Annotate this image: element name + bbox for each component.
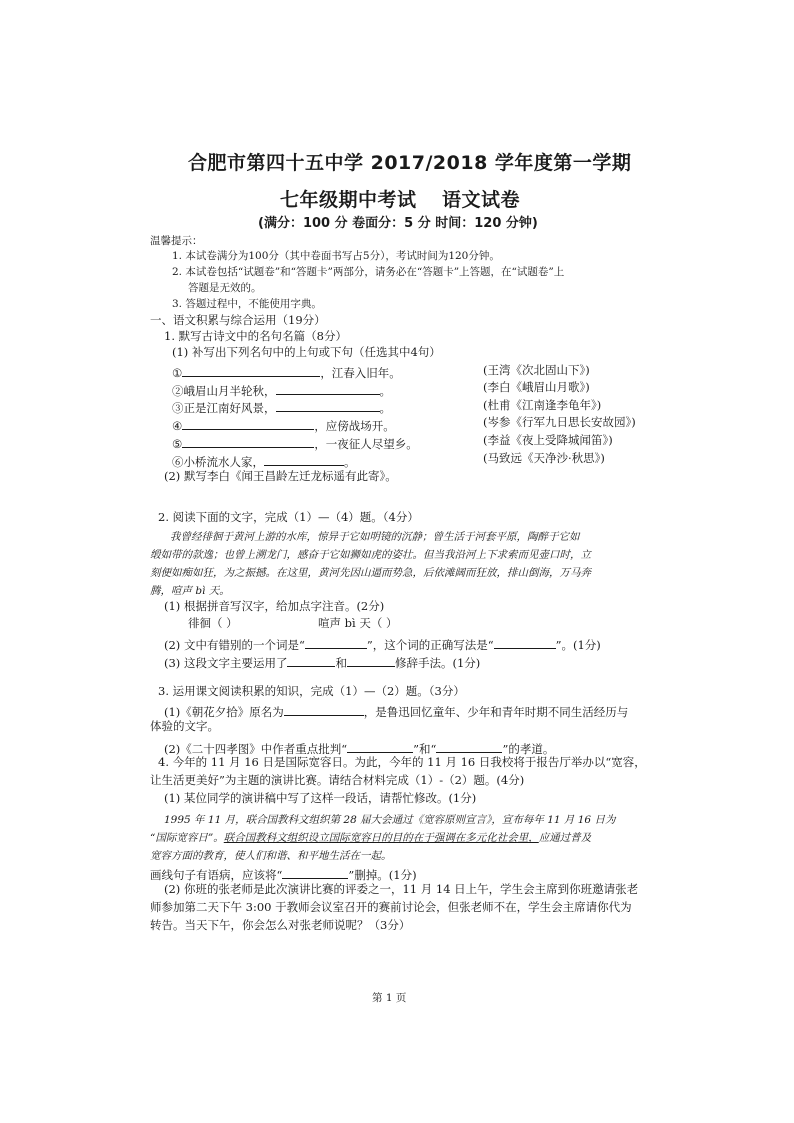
poem-source: (李益《夜上受降城闻笛》) — [483, 433, 613, 447]
passage-line: 缎如带的款逸；也曾上溯龙门，感奋于它如狮如虎的姿壮。但当我沿河上下求索而见壶口时，立 — [150, 549, 591, 561]
question-4-1: (1) 某位同学的演讲稿中写了这样一段话，请帮忙修改。(1分) — [164, 791, 477, 805]
section-heading: 一、语文积累与综合运用（19分） — [150, 313, 326, 327]
poem-source: (李白《峨眉山月歌》) — [483, 380, 590, 394]
question-3-2: (2)《二十四孝图》中作者重点批判“ ”和“ ”的孝道。 — [164, 742, 555, 756]
poem-line-3: ③正是江南好风景， 。 — [172, 401, 391, 415]
poem-text: ，一夜征人尽望乡。 — [314, 437, 418, 451]
passage-line: 我曾经徘徊于黄河上游的水库，惊异于它如明镜的沉静；曾生活于河套平原，陶醉于它如 — [170, 531, 580, 543]
poem-number: ④ — [172, 419, 183, 433]
question-4: 4. 今年的 11 月 16 日是国际宽容日。为此，今年的 11 月 16 日我校将于报告厅举办以“宽容， — [158, 755, 646, 769]
poem-number: ⑥ — [172, 455, 184, 469]
question-2: 2. 阅读下面的文字，完成（1）—（4）题。（4分） — [158, 510, 419, 524]
question-1-2: (2) 默写李白《闻王昌龄左迁龙标遥有此寄》。 — [164, 469, 397, 483]
notice-item: 2. 本试卷包括“试题卷”和“答题卡”两部分，请务必在“答题卡”上答题，在“试题卷”上 — [172, 266, 565, 278]
question-4-2-cont: 转告。当天下午，你会怎么对张老师说呢？（3分） — [150, 918, 411, 932]
poem-line-2: ②峨眉山月半轮秋， 。 — [172, 384, 391, 398]
question-4-2-cont: 师参加第二天下午 3:00 于教师会议室召开的赛前讨论会，但张老师不在，学生会主席请你代为 — [150, 900, 632, 914]
poem-line-6: ⑥小桥流水人家， 。 — [172, 455, 356, 469]
poem-number: ③ — [172, 401, 184, 415]
exam-subject-title: 语文试卷 — [442, 189, 521, 211]
page-number: 第 1 页 — [372, 992, 407, 1004]
poem-text: 峨眉山月半轮秋， — [183, 384, 276, 398]
passage-line: 刻便如痴如狂，为之振撼。在这里，黄河先因山逼而势急，后依滩阔而狂放，排山倒海，万马奔 — [150, 567, 591, 579]
exam-title: 合肥市第四十五中学 2017/2018 学年度第一学期 — [188, 152, 632, 174]
answer-blank[interactable] — [182, 435, 314, 448]
poem-line-5 — [172, 435, 418, 451]
poem-text: ，江春入旧年。 — [320, 366, 401, 380]
question-2-3: (3) 这段文字主要运用了 和 修辞手法。(1分) — [164, 656, 481, 670]
poem-number: ② — [172, 384, 184, 398]
question-2-1: (1) 根据拼音写汉字，给加点字注音。(2分) — [164, 599, 385, 613]
poem-source: (杜甫《江南逢李龟年》) — [483, 398, 602, 412]
question-4-2: (2) 你班的张老师是此次演讲比赛的评委之一，11 月 14 日上午，学生会主席到你班邀请张老 — [164, 882, 639, 896]
poem-line-4 — [172, 417, 395, 433]
answer-blank[interactable] — [276, 382, 380, 395]
answer-blank[interactable] — [182, 417, 314, 430]
q4-paragraph-line: 宽容方面的教育，使人们和谐、和平地生活在一起。 — [150, 850, 392, 862]
notice-item: 3. 答题过程中，不能使用字典。 — [172, 298, 322, 310]
question-2-2: (2) 文中有错别的一个词是“ ”，这个词的正确写法是“ ”。(1分) — [164, 638, 601, 652]
poem-source: (马致远《天净沙·秋思》) — [483, 451, 605, 465]
notice-item: 答题是无效的。 — [188, 282, 262, 294]
answer-blank[interactable] — [305, 636, 367, 649]
answer-blank[interactable] — [347, 740, 413, 753]
score-info: (满分：100 分 卷面分：5 分 时间：120 分钟) — [258, 216, 538, 231]
answer-blank[interactable] — [284, 703, 364, 716]
poem-source: (岑参《行军九日思长安故园》) — [483, 415, 636, 429]
underlined-sentence: 联合国教科文组织设立国际宽容日的目的在于强调在多元化社会里， — [223, 832, 539, 844]
notice-item: 1. 本试卷满分为100分（其中卷面书写占5分），考试时间为120分钟。 — [172, 250, 500, 262]
question-3-1-cont: 体验的文字。 — [150, 719, 219, 733]
pinyin-answer-a: 徘徊（ ） — [188, 616, 238, 630]
answer-blank[interactable] — [282, 866, 348, 879]
poem-line-1 — [172, 364, 401, 380]
answer-blank[interactable] — [287, 654, 335, 667]
poem-text: 小桥流水人家， — [183, 455, 264, 469]
answer-blank[interactable] — [182, 364, 320, 377]
passage-line: 腾，喧声 bì 天。 — [150, 585, 230, 597]
poem-source: (王湾《次北固山下》) — [483, 363, 590, 377]
pinyin-answer-b: 喧声 bì 天（ ） — [318, 616, 398, 630]
q4-paragraph-line: 1995 年 11 月，联合国教科文组织第 28 届大会通过《宽容原则宣言》，宣布每年 11 月 16 日为 — [164, 814, 616, 826]
answer-blank[interactable] — [436, 740, 502, 753]
notice-heading: 温馨提示： — [150, 235, 203, 247]
question-1: 1. 默写古诗文中的名句名篇（8分） — [164, 329, 347, 343]
question-3: 3. 运用课文阅读积累的知识，完成（1）—（2）题。（3分） — [158, 684, 465, 698]
poem-text: 正是江南好风景， — [183, 401, 276, 415]
poem-text: ，应傍战场开。 — [314, 419, 395, 433]
question-4-cont: 让生活更美好”为主题的演讲比赛。请结合材料完成（1）-（2）题。(4分) — [150, 773, 525, 787]
answer-blank[interactable] — [347, 654, 395, 667]
question-4-1-tail: 画线句子有语病，应该将“ ”删掉。(1分) — [150, 868, 417, 882]
poem-number: ⑤ — [172, 437, 183, 451]
answer-blank[interactable] — [264, 453, 344, 466]
poem-number: ① — [172, 366, 183, 380]
q4-paragraph-line: “国际宽容日”。联合国教科文组织设立国际宽容日的目的在于强调在多元化社会里，应通过普及 — [150, 832, 592, 844]
question-1-1: (1) 补写出下列名句中的上句或下句（任选其中4句） — [172, 345, 441, 359]
exam-grade-title: 七年级期中考试 — [280, 189, 417, 211]
question-3-1: (1)《朝花夕拾》原名为 ，是鲁迅回忆童年、少年和青年时期不同生活经历与 — [164, 705, 629, 719]
answer-blank[interactable] — [276, 399, 380, 412]
answer-blank[interactable] — [494, 636, 556, 649]
